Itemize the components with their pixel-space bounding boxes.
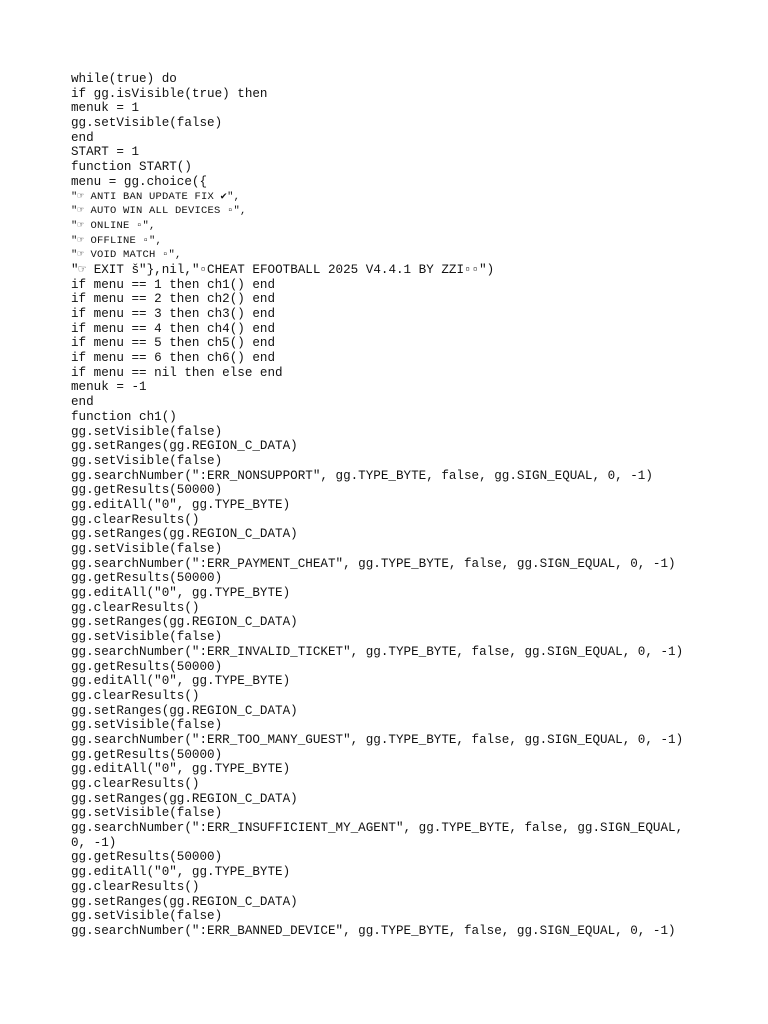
- code-line: gg.setVisible(false): [71, 424, 223, 439]
- code-line: gg.setVisible(false): [71, 718, 223, 733]
- code-line: gg.setVisible(false): [71, 909, 223, 924]
- code-line: gg.clearResults(): [71, 777, 200, 791]
- code-line: if menu == nil then else end: [71, 365, 283, 380]
- code-line: end: [71, 130, 94, 145]
- code-listing: [71, 72, 711, 939]
- code-line: gg.setRanges(gg.REGION_C_DATA): [71, 527, 298, 542]
- code-line: gg.setRanges(gg.REGION_C_DATA): [71, 439, 298, 454]
- code-line: gg.searchNumber(":ERR_BANNED_DEVICE", gg.TYPE_BYTE, false, gg.SIGN_EQUAL, 0, -1): [71, 923, 676, 938]
- code-line: menuk = -1: [71, 380, 147, 395]
- code-line: gg.editAll("0", gg.TYPE_BYTE): [71, 674, 291, 689]
- menu-title-line: "☞ EXIT š"},nil,"▫CHEAT EFOOTBALL 2025 V4.4.1 BY ZZI▫▫"): [71, 262, 495, 277]
- menu-option-line: "☞ AUTO WIN ALL DEVICES ▫",: [71, 205, 247, 218]
- code-line: end: [71, 395, 94, 410]
- menu-option-line: "☞ ONLINE ▫",: [71, 219, 156, 232]
- code-line: gg.setVisible(false): [71, 116, 223, 131]
- code-line: 0, -1): [71, 835, 117, 850]
- code-line: gg.setRanges(gg.REGION_C_DATA): [71, 703, 298, 718]
- code-line: gg.setRanges(gg.REGION_C_DATA): [71, 615, 298, 630]
- code-line: gg.editAll("0", gg.TYPE_BYTE): [71, 497, 291, 512]
- code-line: gg.clearResults(): [71, 600, 200, 615]
- code-line: gg.editAll("0", gg.TYPE_BYTE): [71, 762, 291, 777]
- code-line: gg.setRanges(gg.REGION_C_DATA): [71, 894, 298, 909]
- code-line: menu = gg.choice({: [71, 174, 208, 189]
- menu-option-line: "☞ ANTI BAN UPDATE FIX ✔",: [71, 190, 241, 203]
- code-line: gg.searchNumber(":ERR_PAYMENT_CHEAT", gg.TYPE_BYTE, false, gg.SIGN_EQUAL, 0, -1): [71, 556, 676, 571]
- code-line: function ch1(): [71, 409, 177, 424]
- code-line: if menu == 5 then ch5() end: [71, 336, 276, 351]
- code-line: gg.searchNumber(":ERR_INVALID_TICKET", gg.TYPE_BYTE, false, gg.SIGN_EQUAL, 0, -1): [71, 644, 684, 659]
- code-line: gg.getResults(50000): [71, 659, 223, 674]
- code-line: gg.getResults(50000): [71, 571, 223, 586]
- code-line: gg.setRanges(gg.REGION_C_DATA): [71, 791, 298, 806]
- code-line: gg.searchNumber(":ERR_NONSUPPORT", gg.TYPE_BYTE, false, gg.SIGN_EQUAL, 0, -1): [71, 468, 653, 483]
- code-line: gg.clearResults(): [71, 512, 200, 527]
- code-line: if menu == 4 then ch4() end: [71, 321, 276, 336]
- code-line: gg.editAll("0", gg.TYPE_BYTE): [71, 865, 291, 880]
- code-line: if menu == 1 then ch1() end: [71, 277, 276, 292]
- menu-option-line: "☞ VOID MATCH ▫",: [71, 249, 182, 262]
- code-line: gg.searchNumber(":ERR_TOO_MANY_GUEST", gg.TYPE_BYTE, false, gg.SIGN_EQUAL, 0, -1): [71, 732, 684, 747]
- code-line: START = 1: [71, 145, 140, 160]
- code-line: gg.setVisible(false): [71, 806, 223, 821]
- code-line: gg.setVisible(false): [71, 542, 223, 556]
- code-line: gg.getResults(50000): [71, 850, 223, 865]
- code-line: if menu == 3 then ch3() end: [71, 307, 276, 321]
- code-line: if menu == 2 then ch2() end: [71, 292, 276, 307]
- code-line: gg.editAll("0", gg.TYPE_BYTE): [71, 586, 291, 601]
- code-line: gg.getResults(50000): [71, 747, 223, 762]
- code-line: while(true) do: [71, 72, 177, 86]
- code-line: menuk = 1: [71, 101, 140, 116]
- menu-option-line: "☞ OFFLINE ▫",: [71, 234, 163, 247]
- code-line: if menu == 6 then ch6() end: [71, 351, 276, 366]
- code-line: gg.setVisible(false): [71, 453, 223, 468]
- code-line: gg.clearResults(): [71, 688, 200, 703]
- code-line: gg.setVisible(false): [71, 630, 223, 645]
- code-line: gg.clearResults(): [71, 879, 200, 894]
- code-line: gg.searchNumber(":ERR_INSUFFICIENT_MY_AGENT", gg.TYPE_BYTE, false, gg.SIGN_EQUAL,: [71, 821, 684, 836]
- code-line: function START(): [71, 160, 192, 175]
- code-line: if gg.isVisible(true) then: [71, 86, 268, 101]
- code-line: gg.getResults(50000): [71, 483, 223, 498]
